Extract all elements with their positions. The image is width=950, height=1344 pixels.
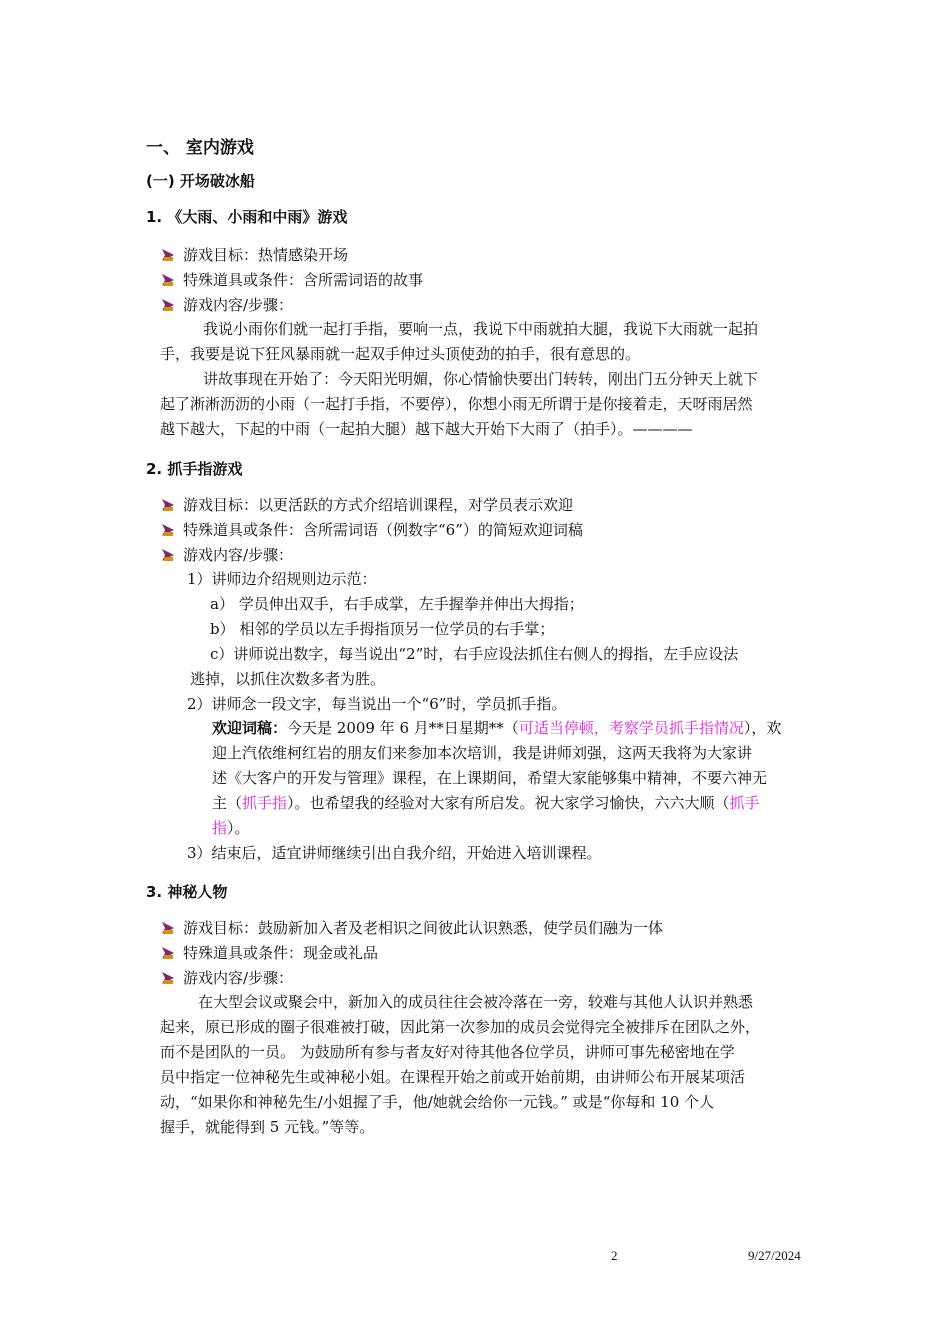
hand-pointing-icon bbox=[161, 248, 175, 262]
game1-bullet-goal-text: 游戏目标：热情感染开场 bbox=[183, 246, 349, 264]
game2-bullet-props bbox=[161, 519, 583, 540]
game1-paragraph2-line3: 越下越大，下起的中雨（一起拍大腿）越下越大开始下大雨了（拍手）。———— bbox=[160, 420, 693, 438]
hand-pointing-icon bbox=[161, 498, 175, 512]
speech-line5-end: ）。 bbox=[227, 819, 250, 837]
hand-pointing-icon bbox=[161, 946, 175, 960]
speech-line4 bbox=[212, 791, 760, 816]
game3-paragraph-line6: 握手，就能得到 5 元钱。”等等。 bbox=[160, 1118, 375, 1136]
speech-line5 bbox=[212, 816, 250, 841]
game3-paragraph-line4: 员中指定一位神秘先生或神秘小姐。在课程开始之前或开始前期，由讲师公布开展某项活 bbox=[160, 1068, 746, 1086]
speech-hint-grab2-end: 指 bbox=[212, 819, 228, 837]
game3-bullet-goal bbox=[161, 917, 663, 938]
game1-bullet-goal bbox=[161, 244, 348, 265]
speech-line4-start: 主（ bbox=[212, 794, 243, 812]
game1-bullet-steps bbox=[161, 294, 293, 315]
speech-line2: 迎上汽依维柯红岩的朋友们来参加本次培训，我是讲师刘强，这两天我将为大家讲 bbox=[212, 744, 753, 762]
game2-step1a: a） 学员伸出双手，右手成掌，左手握拳并伸出大拇指； bbox=[210, 595, 584, 613]
speech-hint: 可适当停顿，考察学员抓手指情况 bbox=[518, 719, 744, 737]
game2-bullet-goal bbox=[161, 494, 573, 515]
speech-line1-text: 今天是 2009 年 6 月**日星期**（ bbox=[287, 719, 519, 737]
game1-paragraph1-line2: 手，我要是说下狂风暴雨就一起双手伸过头顶使劲的拍手，很有意思的。 bbox=[160, 345, 641, 363]
hand-pointing-icon bbox=[161, 298, 175, 312]
game3-bullet-props bbox=[161, 942, 378, 963]
speech-hint-grab2: 抓手 bbox=[729, 794, 760, 812]
game1-title: 1. 《大雨、小雨和中雨》游戏 bbox=[146, 208, 348, 226]
game1-bullet-steps-text: 游戏内容/步骤： bbox=[183, 296, 294, 314]
game1-paragraph2-line2: 起了淅淅沥沥的小雨（一起打手指，不要停），你想小雨无所谓于是你接着走，天呀雨居然 bbox=[160, 395, 753, 413]
hand-pointing-icon bbox=[161, 548, 175, 562]
game1-paragraph1-line1: 我说小雨你们就一起打手指，要响一点，我说下中雨就拍大腿，我说下大雨就一起拍 bbox=[203, 320, 759, 338]
speech-line1 bbox=[212, 716, 781, 741]
speech-hint-grab1: 抓手指 bbox=[242, 794, 288, 812]
speech-label: 欢迎词稿： bbox=[212, 719, 288, 737]
game2-step3: 3）结束后，适宜讲师继续引出自我介绍，开始进入培训课程。 bbox=[187, 844, 602, 862]
game3-bullet-steps-text: 游戏内容/步骤： bbox=[183, 969, 294, 987]
speech-line3: 述《大客户的开发与管理》课程，在上课期间，希望大家能够集中精神，不要六神无 bbox=[212, 769, 768, 787]
game2-bullet-steps-text: 游戏内容/步骤： bbox=[183, 546, 294, 564]
game1-bullet-props bbox=[161, 269, 423, 290]
game3-bullet-props-text: 特殊道具或条件：现金或礼品 bbox=[183, 944, 379, 962]
game3-paragraph-line1: 在大型会议或聚会中，新加入的成员往往会被冷落在一旁，较难与其他人认识并熟悉 bbox=[198, 993, 754, 1011]
game3-paragraph-line3: 而不是团队的一员。 为鼓励所有参与者友好对待其他各位学员，讲师可事先秘密地在学 bbox=[160, 1043, 735, 1061]
hand-pointing-icon bbox=[161, 971, 175, 985]
game2-step1c-line1: c）讲师说出数字，每当说出“2”时，右手应设法抓住右侧人的拇指，左手应设法 bbox=[210, 645, 739, 663]
game3-paragraph-line2: 起来，原已形成的圈子很难被打破，因此第一次参加的成员会觉得完全被排斥在团队之外， bbox=[160, 1018, 761, 1036]
speech-line1-end: ），欢 bbox=[743, 719, 782, 737]
game2-step1: 1）讲师边介绍规则边示范： bbox=[187, 570, 377, 588]
game2-bullet-props-text: 特殊道具或条件：含所需词语（例数字“6”）的简短欢迎词稿 bbox=[183, 521, 583, 539]
footer-date: 9/27/2024 bbox=[748, 1248, 801, 1263]
game2-step1b: b） 相邻的学员以左手拇指顶另一位学员的右手掌； bbox=[210, 620, 555, 638]
game3-bullet-steps bbox=[161, 967, 293, 988]
hand-pointing-icon bbox=[161, 921, 175, 935]
game3-paragraph-line5: 动，“如果你和神秘先生/小姐握了手，他/她就会给你一元钱。” 或是“你每和 10 个人 bbox=[160, 1093, 715, 1111]
hand-pointing-icon bbox=[161, 273, 175, 287]
game3-title: 3. 神秘人物 bbox=[146, 883, 228, 901]
hand-pointing-icon bbox=[161, 523, 175, 537]
section-title: 一、 室内游戏 bbox=[146, 138, 254, 158]
game2-bullet-goal-text: 游戏目标：以更活跃的方式介绍培训课程，对学员表示欢迎 bbox=[183, 496, 574, 514]
game2-title: 2. 抓手指游戏 bbox=[146, 460, 243, 478]
game1-paragraph2-line1: 讲故事现在开始了：今天阳光明媚，你心情愉快要出门转转，刚出门五分钟天上就下 bbox=[203, 370, 759, 388]
game2-step1c-line2: 逃掉，以抓住次数多者为胜。 bbox=[190, 670, 386, 688]
game3-bullet-goal-text: 游戏目标：鼓励新加入者及老相识之间彼此认识熟悉，使学员们融为一体 bbox=[183, 919, 664, 937]
page-number: 2 bbox=[611, 1248, 618, 1263]
game1-bullet-props-text: 特殊道具或条件：含所需词语的故事 bbox=[183, 271, 424, 289]
game2-step2: 2）讲师念一段文字，每当说出一个“6”时，学员抓手指。 bbox=[187, 695, 567, 713]
game2-bullet-steps bbox=[161, 544, 293, 565]
speech-line4-mid: ）。也希望我的经验对大家有所启发。祝大家学习愉快，六六大顺（ bbox=[287, 794, 730, 812]
subsection-title: (一) 开场破冰船 bbox=[146, 172, 255, 190]
